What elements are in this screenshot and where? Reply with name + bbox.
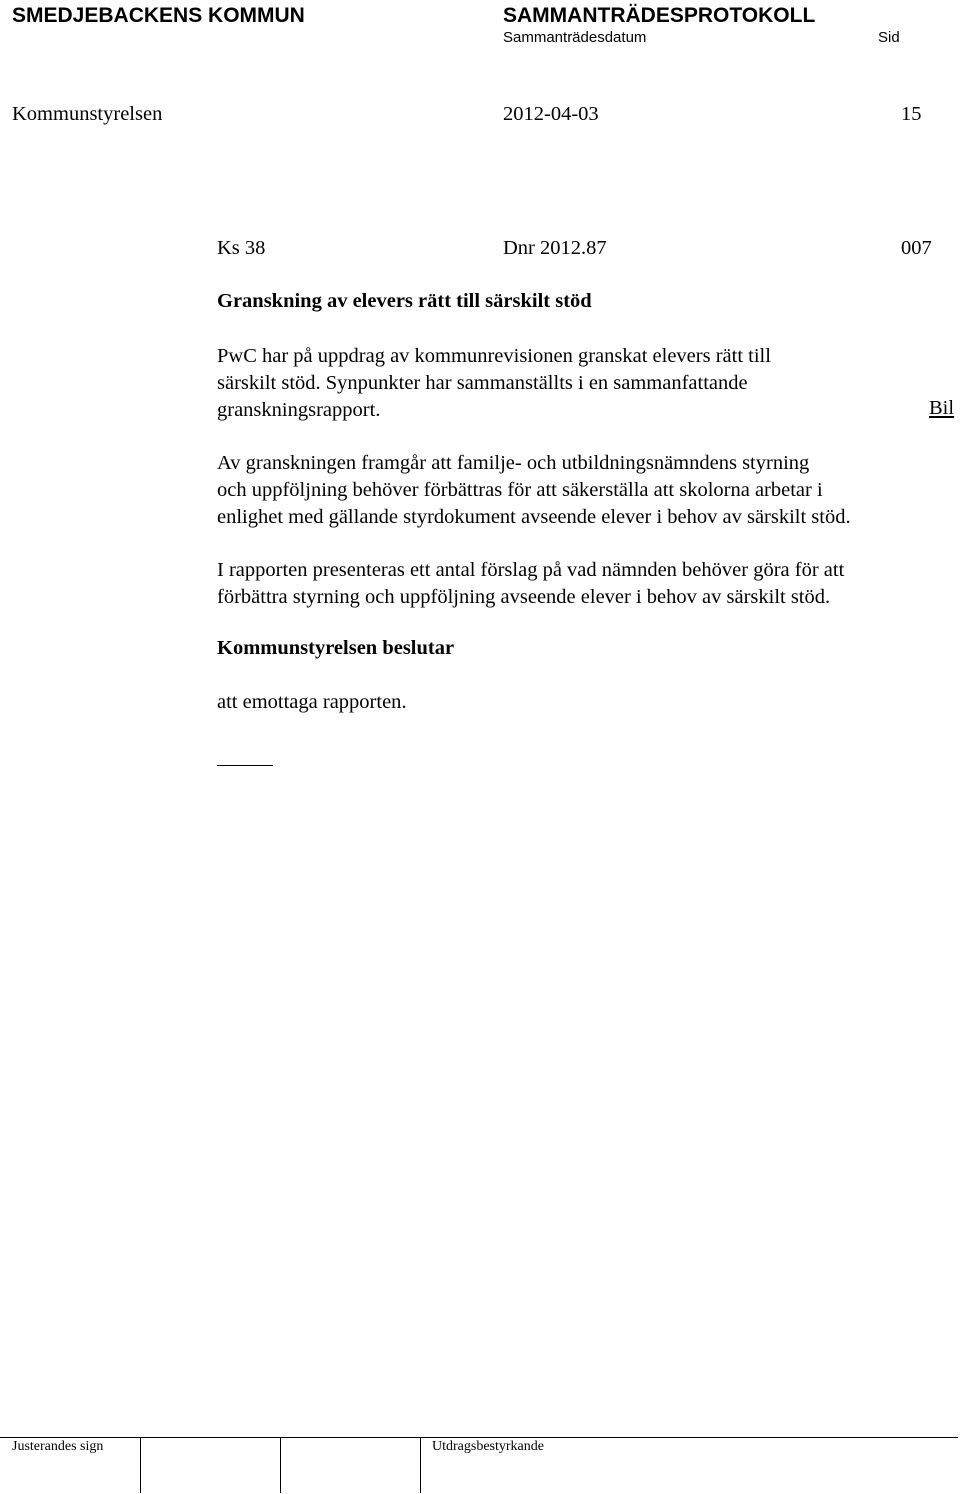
extract-certification-label: Utdragsbestyrkande: [432, 1439, 544, 1454]
item-title: Granskning av elevers rätt till särskilt stöd: [217, 290, 592, 312]
decision-heading: Kommunstyrelsen beslutar: [217, 637, 455, 659]
paragraph-findings: [217, 450, 851, 531]
page-label: Sid: [878, 29, 900, 46]
meeting-date-label: Sammanträdesdatum: [503, 29, 647, 46]
text-line: och uppföljning behöver förbättras för att säkerställa att skolorna arbetar i: [217, 479, 823, 501]
closing-rule: [217, 765, 273, 766]
text-line: I rapporten presenteras ett antal förslag på vad nämnden behöver göra för att: [217, 559, 845, 581]
footer-divider: [0, 1437, 958, 1438]
text-line: enlighet med gällande styrdokument avseende elever i behov av särskilt stöd.: [217, 506, 851, 528]
body-name: Kommunstyrelsen: [12, 103, 163, 125]
paragraph-reference: Ks 38: [217, 237, 266, 259]
text-line: förbättra styrning och uppföljning avseende elever i behov av särskilt stöd.: [217, 586, 831, 608]
paragraph-proposals: [217, 557, 844, 611]
document-type: SAMMANTRÄDESPROTOKOLL: [503, 4, 816, 27]
archive-code: 007: [901, 237, 932, 259]
footer-column-divider: [420, 1437, 421, 1493]
page-number: 15: [901, 103, 922, 125]
footer-column-divider: [280, 1437, 281, 1493]
diary-number: Dnr 2012.87: [503, 237, 607, 259]
text-line: Av granskningen framgår att familje- och utbildningsnämndens styrning: [217, 452, 810, 474]
decision-text: att emottaga rapporten.: [217, 691, 407, 713]
paragraph-intro: [217, 343, 771, 424]
text-line: särskilt stöd. Synpunkter har sammanställts i en sammanfattande: [217, 372, 748, 394]
text-line: granskningsrapport.: [217, 399, 381, 421]
text-line: PwC har på uppdrag av kommunrevisionen granskat elevers rätt till: [217, 345, 771, 367]
meeting-date: 2012-04-03: [503, 103, 599, 125]
signature-label: Justerandes sign: [12, 1439, 104, 1454]
organization-name: SMEDJEBACKENS KOMMUN: [12, 4, 305, 27]
attachment-link[interactable]: Bil: [929, 397, 955, 419]
footer-column-divider: [140, 1437, 141, 1493]
